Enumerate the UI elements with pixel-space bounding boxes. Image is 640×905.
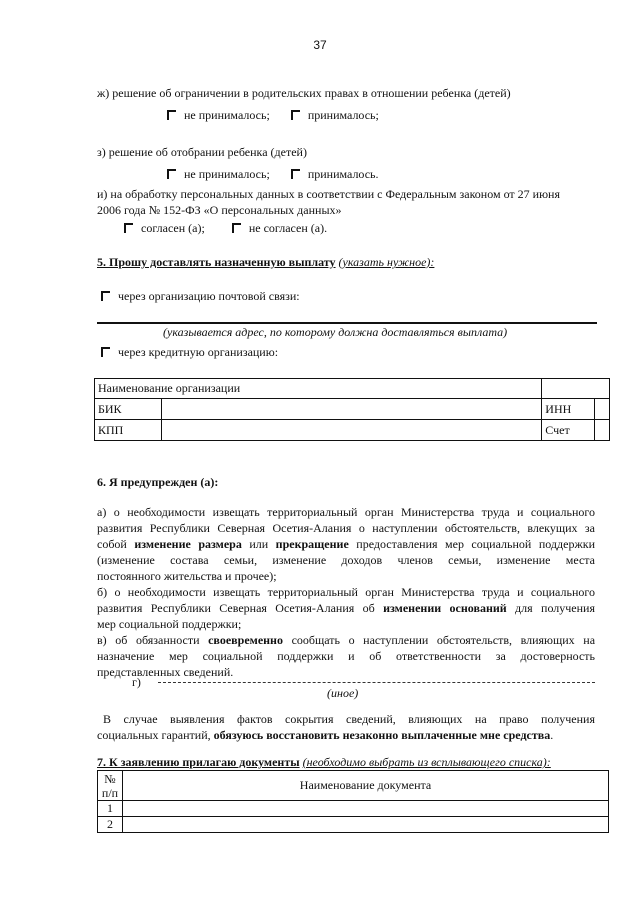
checkbox-icon[interactable]: [100, 346, 111, 357]
document-name-field[interactable]: [123, 801, 609, 817]
item-zh-options: [166, 108, 379, 123]
address-line[interactable]: [97, 322, 597, 324]
documents-table: [97, 770, 609, 833]
warning-line2: социальных гарантий, обязуюсь восстановить незаконно выплаченные мне средства.: [97, 728, 554, 742]
item-i-line2: 2006 года № 152-ФЗ «О персональных данных»: [97, 203, 342, 217]
address-hint: (указывается адрес, по которому должна доставляться выплата): [163, 325, 508, 339]
s6-a-line3: собой изменение размера или прекращение предоставления мер социальной поддержки: [97, 537, 595, 551]
col-document-name-header: Наименование документа: [123, 771, 609, 801]
checkbox-icon[interactable]: [231, 222, 242, 233]
checkbox-icon[interactable]: [166, 109, 177, 120]
item-z-text: з) решение об отобрании ребенка (детей): [97, 145, 307, 159]
option-not-adopted: не принималось;: [184, 167, 270, 181]
bank-option: через кредитную организацию:: [100, 345, 278, 360]
option-disagree: не согласен (а).: [248, 221, 328, 235]
option-agree: согласен (а);: [141, 221, 205, 235]
s6-a-line4: (изменение состава семьи, изменение доходов членов семьи, изменение места: [97, 553, 595, 567]
s6-b-line2: развития Республики Северная Осетия-Алания об изменении оснований для получения: [97, 601, 595, 615]
item-i-options: [123, 221, 327, 236]
row-number: 2: [98, 817, 123, 833]
item-zh-text: ж) решение об ограничении в родительских правах в отношении ребенка (детей): [97, 86, 511, 100]
post-option: через организацию почтовой связи:: [100, 289, 300, 304]
item-i-line1: и) на обработку персональных данных в соответствии с Федеральным законом от 27 июня: [97, 187, 560, 201]
inn-label: ИНН: [542, 399, 595, 420]
section7-heading: 7. К заявлению прилагаю документы (необходимо выбрать из всплывающего списка):: [97, 755, 551, 769]
document-name-field[interactable]: [123, 817, 609, 833]
option-not-adopted: не принималось;: [184, 108, 270, 122]
row-number: 1: [98, 801, 123, 817]
checkbox-icon[interactable]: [123, 222, 134, 233]
other-hint: (иное): [327, 686, 359, 700]
org-name-field[interactable]: [542, 379, 610, 399]
account-field[interactable]: [595, 420, 610, 441]
checkbox-icon[interactable]: [100, 290, 111, 301]
option-adopted: принималось;: [307, 108, 379, 122]
other-input-line[interactable]: [158, 682, 595, 683]
s6-a-line1: а) о необходимости извещать территориальный орган Министерства труда и социального: [97, 505, 595, 519]
bik-field[interactable]: [162, 399, 542, 420]
s6-v-line2: назначение мер социальной поддержки и об ответственности за достоверность: [97, 649, 595, 663]
page-number: 37: [313, 38, 327, 52]
s6-b-line3: мер социальной поддержки;: [97, 617, 242, 631]
bik-label: БИК: [95, 399, 162, 420]
warning-line1: В случае выявления фактов сокрытия сведений, влияющих на право получения: [103, 712, 595, 726]
checkbox-icon[interactable]: [290, 168, 301, 179]
kpp-label: КПП: [95, 420, 162, 441]
s6-a-line2: развития Республики Северная Осетия-Алания о наступлении обстоятельств, влекущих за: [97, 521, 595, 535]
s6-v-line1: в) об обязанности своевременно сообщать о наступлении обстоятельств, влияющих на: [97, 633, 596, 647]
account-label: Счет: [542, 420, 595, 441]
inn-field[interactable]: [595, 399, 610, 420]
s6-v-line3: представленных сведений.: [97, 665, 234, 679]
org-name-label: Наименование организации: [95, 379, 542, 399]
col-number-header: № п/п: [98, 771, 123, 801]
section5-heading: 5. Прошу доставлять назначенную выплату (указать нужное):: [97, 255, 435, 269]
checkbox-icon[interactable]: [166, 168, 177, 179]
bank-details-table: [94, 378, 610, 441]
s6-a-line5: постоянного жительства и прочее);: [97, 569, 277, 583]
kpp-field[interactable]: [162, 420, 542, 441]
checkbox-icon[interactable]: [290, 109, 301, 120]
option-adopted: принималось.: [307, 167, 379, 181]
s6-b-line1: б) о необходимости извещать территориальный орган Министерства труда и социального: [97, 585, 595, 599]
s6-g-label: г): [132, 675, 141, 689]
section6-heading: 6. Я предупрежден (а):: [97, 475, 219, 489]
item-z-options: [166, 167, 379, 182]
